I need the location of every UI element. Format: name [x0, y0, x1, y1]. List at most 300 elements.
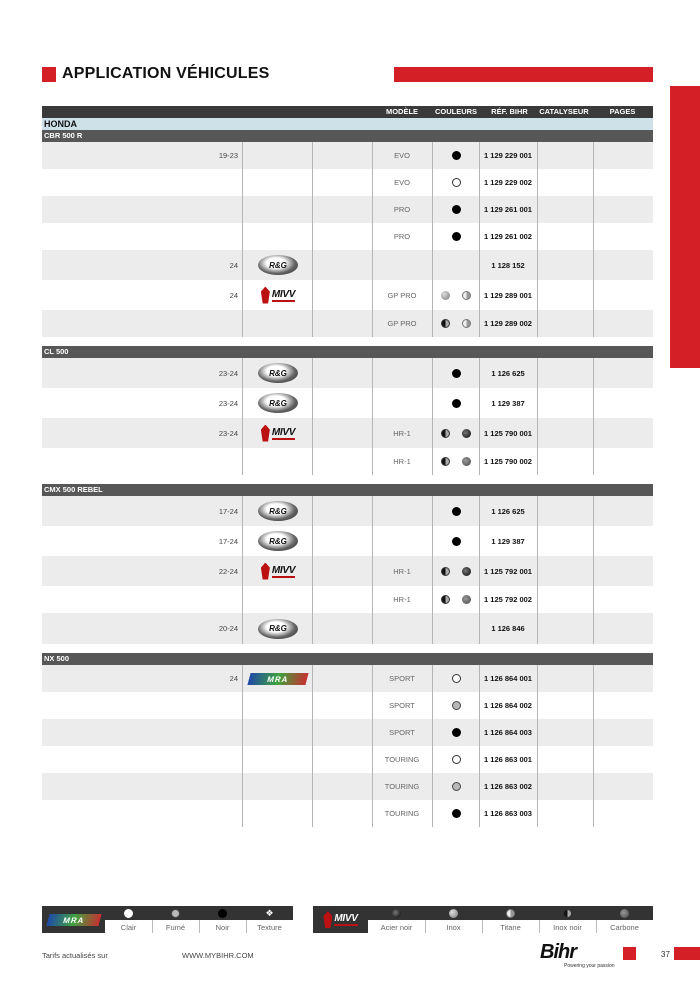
acier-icon: [392, 909, 401, 918]
legend-symbol: [368, 906, 425, 920]
colors-cell: [433, 223, 479, 250]
year-cell: 24: [229, 290, 238, 300]
rg-logo: R&G: [258, 393, 298, 413]
year-cell: 20-24: [218, 624, 238, 633]
year-cell: [42, 746, 238, 773]
brand-logo-cell: [243, 556, 313, 586]
column-divider: [537, 719, 538, 746]
ref-cell: 1 125 792 001: [484, 566, 532, 576]
year-cell: [42, 800, 238, 827]
legend-symbol: [596, 906, 653, 920]
mivv-logo-text: MIVV: [271, 426, 296, 438]
noir-color-icon: [452, 537, 461, 546]
year-cell: [42, 719, 238, 746]
table-row: [42, 613, 653, 644]
col-couleurs: COULEURS: [434, 107, 478, 116]
noir-color-icon: [452, 507, 461, 516]
mivv-logo: MIVV: [323, 911, 357, 928]
page-title: APPLICATION VÉHICULES: [62, 65, 270, 82]
table-row: [42, 250, 653, 280]
acier-color-icon: [462, 429, 471, 438]
column-divider: [593, 142, 594, 169]
mivv-lion-icon: [261, 425, 270, 442]
model-cell: TOURING: [384, 809, 420, 818]
half-color-icon: [441, 595, 450, 604]
mivv-logo-text: MIVV: [271, 288, 296, 300]
model-cell: HR-1: [393, 595, 411, 604]
brand-logo-cell: [243, 142, 313, 169]
table-row: [42, 196, 653, 223]
section-name: CMX 500 REBEL: [44, 485, 103, 494]
column-divider: [537, 250, 538, 280]
colors-cell: [433, 800, 479, 827]
column-divider: [593, 223, 594, 250]
legend-item-fume: [152, 906, 199, 933]
model-cell: EVO: [394, 151, 410, 160]
brand-logo-cell: [243, 223, 313, 250]
model-cell: SPORT: [389, 674, 415, 683]
colors-cell: [433, 358, 479, 388]
ref-cell: 1 126 625: [491, 506, 525, 516]
column-divider: [593, 665, 594, 692]
fume-color-icon: [452, 701, 461, 710]
legend-item-texture: [246, 906, 293, 933]
column-divider: [537, 665, 538, 692]
section-header: [42, 346, 653, 358]
table-row: [42, 358, 653, 388]
brand-logo-cell: [243, 418, 313, 448]
year-cell: [42, 196, 238, 223]
brand-name: HONDA: [44, 119, 77, 129]
column-divider: [593, 196, 594, 223]
col-pages: PAGES: [609, 107, 636, 116]
model-cell: SPORT: [389, 701, 415, 710]
model-cell: HR-1: [393, 457, 411, 466]
noir-color-icon: [452, 369, 461, 378]
mra-logo: MRA: [46, 914, 101, 926]
section-gap: [42, 337, 653, 346]
col-ref: RÉF. BIHR: [491, 107, 528, 116]
legend-label: Inox noir: [553, 923, 582, 932]
column-divider: [593, 496, 594, 526]
ref-cell: 1 129 229 001: [484, 151, 532, 160]
legend-mivv: [313, 906, 653, 933]
table-row: [42, 310, 653, 337]
colors-cell: [433, 496, 479, 526]
table-body: [42, 130, 653, 827]
table-row: [42, 692, 653, 719]
model-cell: [373, 358, 431, 388]
brand-logo-cell: [243, 773, 313, 800]
colors-cell: [433, 448, 479, 475]
year-cell: [42, 448, 238, 475]
column-divider: [593, 613, 594, 644]
brand-logo-cell: [243, 169, 313, 196]
table-row: [42, 746, 653, 773]
noir-color-icon: [452, 232, 461, 241]
table-row: [42, 223, 653, 250]
titane-color-icon: [462, 291, 471, 300]
legend-item-half: [539, 906, 596, 933]
table-row: [42, 665, 653, 692]
ref-cell: 1 126 864 003: [484, 728, 532, 737]
table-row: [42, 773, 653, 800]
year-cell: 24: [229, 260, 238, 270]
rg-logo: R&G: [258, 531, 298, 551]
column-divider: [537, 746, 538, 773]
colors-cell: [433, 665, 479, 692]
column-divider: [537, 556, 538, 586]
section-gap: [42, 475, 653, 484]
footer-red-tab: [674, 947, 700, 960]
inox-icon: [449, 909, 458, 918]
table-header: [42, 106, 653, 118]
column-divider: [593, 388, 594, 418]
year-cell: 23-24: [218, 398, 238, 408]
year-cell: 22-24: [218, 566, 238, 576]
column-divider: [537, 800, 538, 827]
half-color-icon: [441, 457, 450, 466]
noir-color-icon: [452, 205, 461, 214]
ref-cell: 1 125 790 002: [484, 457, 532, 466]
rg-logo: R&G: [258, 255, 298, 275]
ref-cell: 1 126 864 002: [484, 701, 532, 710]
fume-color-icon: [452, 782, 461, 791]
page-number: 37: [661, 950, 670, 959]
ref-cell: 1 126 863 003: [484, 809, 532, 818]
colors-cell: [433, 692, 479, 719]
brand-logo-cell: [243, 310, 313, 337]
brand-logo-cell: [243, 358, 313, 388]
legend-divider: [539, 920, 540, 933]
mivv-logo: [261, 425, 295, 442]
ref-cell: 1 126 863 002: [484, 782, 532, 791]
colors-cell: [433, 773, 479, 800]
table-row: [42, 719, 653, 746]
legend-symbol: [152, 906, 199, 920]
table-row: [42, 169, 653, 196]
col-catalyseur: CATALYSEUR: [539, 107, 589, 116]
model-cell: [373, 388, 431, 418]
footer-note: Tarifs actualisés sur: [42, 951, 108, 960]
bihr-logo-name: Bihr: [540, 941, 576, 963]
brand-logo-cell: [243, 280, 313, 310]
brand-logo-cell: [243, 496, 313, 526]
half-color-icon: [441, 429, 450, 438]
column-divider: [593, 358, 594, 388]
footer-red-square: [623, 947, 636, 960]
brand-row: [42, 118, 653, 130]
half-color-icon: [441, 567, 450, 576]
brand-logo-cell: [243, 526, 313, 556]
carbone-color-icon: [462, 595, 471, 604]
section-header: [42, 484, 653, 496]
column-divider: [537, 448, 538, 475]
model-cell: SPORT: [389, 728, 415, 737]
brand-logo-cell: [243, 800, 313, 827]
colors-cell: [433, 746, 479, 773]
clair-color-icon: [452, 755, 461, 764]
brand-logo-cell: [243, 448, 313, 475]
column-divider: [593, 556, 594, 586]
legend-label: Clair: [120, 923, 137, 932]
legend-mra-brand: [42, 906, 105, 933]
bihr-logo: [540, 941, 616, 969]
model-cell: EVO: [394, 178, 410, 187]
table-row: [42, 280, 653, 310]
section-tab: [670, 86, 700, 368]
column-divider: [537, 169, 538, 196]
legend-label: Noir: [215, 923, 230, 932]
year-cell: [42, 773, 238, 800]
model-cell: HR-1: [393, 566, 411, 576]
model-cell: [373, 613, 431, 644]
ref-cell: 1 126 863 001: [484, 755, 532, 764]
column-divider: [593, 800, 594, 827]
section-name: CL 500: [44, 347, 69, 356]
texture-icon: ❖: [265, 907, 274, 918]
model-cell: HR-1: [393, 428, 411, 438]
model-cell: [373, 250, 431, 280]
section-name: NX 500: [44, 654, 70, 663]
ref-cell: 1 129 289 002: [484, 319, 532, 328]
colors-cell: [433, 418, 479, 448]
brand-logo-cell: [243, 746, 313, 773]
colors-cell: [433, 586, 479, 613]
model-cell: GP PRO: [387, 290, 417, 300]
titane-icon: [506, 909, 515, 918]
titane-color-icon: [462, 319, 471, 328]
model-cell: PRO: [393, 205, 411, 214]
rg-logo: R&G: [258, 501, 298, 521]
legend-symbol: [246, 906, 293, 920]
application-table: [42, 106, 653, 827]
model-cell: GP PRO: [387, 319, 417, 328]
legend-symbol: [425, 906, 482, 920]
carbone-color-icon: [462, 457, 471, 466]
column-divider: [593, 280, 594, 310]
legend-mivv-brand: [313, 906, 368, 933]
colors-cell: [433, 280, 479, 310]
year-cell: 23-24: [218, 368, 238, 378]
legend-item-noir: [199, 906, 246, 933]
section-header: [42, 653, 653, 665]
legend-label: Carbone: [610, 923, 639, 932]
column-divider: [537, 358, 538, 388]
column-divider: [537, 692, 538, 719]
model-cell: TOURING: [384, 755, 420, 764]
column-divider: [593, 586, 594, 613]
column-divider: [593, 773, 594, 800]
acier-color-icon: [462, 567, 471, 576]
year-cell: [42, 169, 238, 196]
legend-item-inox: [425, 906, 482, 933]
fume-icon: [171, 909, 180, 918]
column-divider: [593, 169, 594, 196]
legend-item-titane: [482, 906, 539, 933]
mivv-logo: [261, 563, 295, 580]
year-cell: [42, 586, 238, 613]
legend-label: Acier noir: [380, 923, 413, 932]
legend-divider: [246, 920, 247, 933]
column-divider: [593, 418, 594, 448]
brand-logo-cell: [243, 719, 313, 746]
legend-divider: [152, 920, 153, 933]
brand-logo-cell: [243, 196, 313, 223]
ref-cell: 1 125 790 001: [484, 428, 532, 438]
noir-color-icon: [452, 809, 461, 818]
column-divider: [537, 613, 538, 644]
year-cell: 19-23: [218, 151, 238, 160]
colors-cell: [433, 250, 479, 280]
section-gap: [42, 644, 653, 653]
table-row: [42, 526, 653, 556]
brand-logo-cell: [243, 692, 313, 719]
bihr-tagline: Powering your passion: [564, 963, 615, 969]
table-row: [42, 448, 653, 475]
year-cell: [42, 223, 238, 250]
mra-logo: MRA: [247, 673, 308, 685]
colors-cell: [433, 388, 479, 418]
ref-cell: 1 129 387: [491, 398, 525, 408]
table-row: [42, 586, 653, 613]
legend-mra: [42, 906, 293, 933]
ref-cell: 1 129 229 002: [484, 178, 532, 187]
ref-cell: 1 126 846: [491, 624, 525, 633]
col-modele: MODÈLE: [385, 107, 419, 116]
legend-symbol: [482, 906, 539, 920]
title-marker: [42, 67, 56, 82]
column-divider: [593, 719, 594, 746]
column-divider: [593, 746, 594, 773]
table-row: [42, 142, 653, 169]
legend-label: Texture: [257, 923, 282, 932]
colors-cell: [433, 719, 479, 746]
clair-color-icon: [452, 674, 461, 683]
noir-icon: [218, 909, 227, 918]
colors-cell: [433, 196, 479, 223]
clair-icon: [124, 909, 133, 918]
legend-label: Titane: [500, 923, 521, 932]
column-divider: [537, 388, 538, 418]
brand-logo-cell: [243, 586, 313, 613]
half-color-icon: [441, 319, 450, 328]
column-divider: [537, 526, 538, 556]
column-divider: [537, 496, 538, 526]
colors-cell: [433, 526, 479, 556]
carbone-icon: [620, 909, 629, 918]
section-name: CBR 500 R: [44, 131, 83, 140]
table-row: [42, 496, 653, 526]
table-row: [42, 388, 653, 418]
noir-color-icon: [452, 728, 461, 737]
year-cell: 17-24: [218, 536, 238, 546]
year-cell: 23-24: [218, 428, 238, 438]
year-cell: 17-24: [218, 506, 238, 516]
legend-divider: [199, 920, 200, 933]
legend-item-clair: [105, 906, 152, 933]
column-divider: [593, 692, 594, 719]
section-header: [42, 130, 653, 142]
column-divider: [593, 310, 594, 337]
legend-item-acier: [368, 906, 425, 933]
column-divider: [537, 773, 538, 800]
colors-cell: [433, 142, 479, 169]
mivv-lion-icon: [261, 287, 270, 304]
half-icon: [563, 909, 572, 918]
title-red-bar: [394, 67, 653, 82]
legend-item-carbone: [596, 906, 653, 933]
ref-cell: 1 129 289 001: [484, 290, 532, 300]
brand-logo-cell: [243, 250, 313, 280]
table-row: [42, 556, 653, 586]
rg-logo: R&G: [258, 619, 298, 639]
column-divider: [537, 223, 538, 250]
noir-color-icon: [452, 399, 461, 408]
table-row: [42, 800, 653, 827]
noir-color-icon: [452, 151, 461, 160]
column-divider: [593, 250, 594, 280]
legend-divider: [482, 920, 483, 933]
legend-label: Fumé: [165, 923, 186, 932]
model-cell: [373, 526, 431, 556]
legend-divider: [425, 920, 426, 933]
column-divider: [537, 586, 538, 613]
ref-cell: 1 126 625: [491, 368, 525, 378]
column-divider: [593, 448, 594, 475]
ref-cell: 1 125 792 002: [484, 595, 532, 604]
model-cell: [373, 496, 431, 526]
year-cell: 24: [229, 674, 238, 683]
table-row: [42, 418, 653, 448]
column-divider: [537, 418, 538, 448]
model-cell: TOURING: [384, 782, 420, 791]
brand-logo-cell: [243, 388, 313, 418]
ref-cell: 1 129 261 002: [484, 232, 532, 241]
brand-logo-cell: [243, 665, 313, 692]
mivv-logo-text: MIVV: [271, 564, 296, 576]
ref-cell: 1 129 387: [491, 536, 525, 546]
colors-cell: [433, 556, 479, 586]
year-cell: [42, 310, 238, 337]
inox-color-icon: [441, 291, 450, 300]
colors-cell: [433, 613, 479, 644]
column-divider: [537, 142, 538, 169]
ref-cell: 1 126 864 001: [484, 674, 532, 683]
legend-divider: [596, 920, 597, 933]
colors-cell: [433, 310, 479, 337]
ref-cell: 1 129 261 001: [484, 205, 532, 214]
model-cell: PRO: [393, 232, 411, 241]
brand-logo-cell: [243, 613, 313, 644]
year-cell: [42, 692, 238, 719]
footer-url[interactable]: WWW.MYBIHR.COM: [182, 951, 254, 960]
column-divider: [537, 196, 538, 223]
legend-symbol: [199, 906, 246, 920]
colors-cell: [433, 169, 479, 196]
column-divider: [593, 526, 594, 556]
legend-symbol: [539, 906, 596, 920]
rg-logo: R&G: [258, 363, 298, 383]
mivv-logo: [261, 287, 295, 304]
ref-cell: 1 128 152: [491, 260, 525, 270]
clair-color-icon: [452, 178, 461, 187]
legend-label: Inox: [446, 923, 461, 932]
mivv-lion-icon: [261, 563, 270, 580]
column-divider: [537, 280, 538, 310]
legend-symbol: [105, 906, 152, 920]
column-divider: [537, 310, 538, 337]
